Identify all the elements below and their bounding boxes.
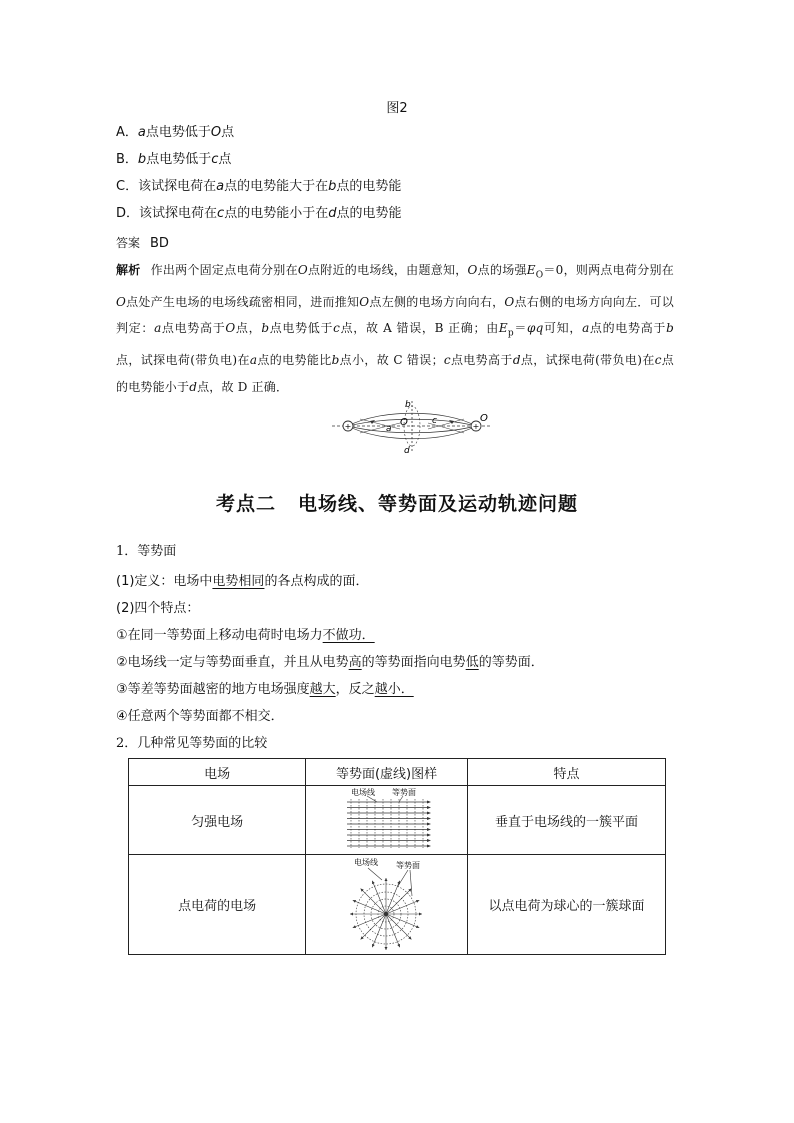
text-run: c [443, 353, 451, 368]
text-run: b [666, 321, 674, 336]
text-run: 点的电势能 [336, 206, 402, 221]
text-run: 点的电势高于 [589, 321, 667, 336]
section-name: 电场线、等势面及运动轨迹问题 [298, 493, 579, 515]
text-run: O [504, 294, 515, 309]
text-run: p [507, 328, 514, 339]
text-run: E [498, 321, 508, 336]
text-run: 点小，故 C 错误； [339, 353, 444, 368]
uniform-field-figure [337, 786, 437, 850]
text-run: 点附近的电场线，由题意知， [307, 263, 468, 277]
text-run: a [216, 179, 225, 194]
text-run: a [154, 321, 162, 336]
text-run: O [297, 263, 308, 277]
text-run: 点的电势能小于在 [224, 206, 329, 221]
text-run: b [331, 353, 340, 368]
figure-caption: 图2 [386, 101, 408, 116]
text-run: 点， [235, 321, 262, 336]
text-run: 点，故 D 正确． [197, 379, 289, 394]
text-run: 点的电势能 [336, 179, 402, 194]
text-run: (2)四个特点： [116, 601, 200, 616]
label-a: a [386, 424, 392, 434]
table-header-feature: 特点 [467, 759, 665, 786]
right-charge-sign: + [472, 422, 480, 431]
figure-label-field-line: 电场线 [353, 857, 378, 867]
left-charge-sign: + [344, 422, 352, 431]
text-run: 该试探电荷在 [138, 179, 217, 194]
text-run: 点 [221, 125, 235, 140]
label-o-right: O [480, 413, 488, 424]
option-b [116, 151, 231, 169]
text-run: 点电势低于 [146, 152, 212, 167]
text-run: 点 [218, 152, 232, 167]
body-line [116, 597, 199, 616]
text-run: O [225, 321, 236, 336]
text-run: φq [527, 321, 544, 336]
text-run: 点处产生电场的电场线疏密相同，进而推知 [126, 294, 360, 309]
text-run: ＝0，则两点电荷分别在 [543, 263, 674, 277]
text-run: c [654, 353, 662, 368]
text-run: c [211, 152, 219, 167]
text-run: ，反之 [335, 682, 375, 697]
text-run: 电势相同 [212, 574, 265, 589]
text-run: 可知， [543, 321, 583, 336]
text-run: 点的电势能小于 [116, 353, 674, 394]
table-header-field: 电场 [129, 759, 306, 786]
text-run: ＝ [513, 321, 528, 336]
table-cell-field: 匀强电场 [129, 786, 306, 855]
option-text [138, 179, 401, 194]
text-run: ④任意两个等势面都不相交． [116, 709, 284, 724]
section-number: 考点二 [215, 493, 276, 515]
table-cell-feature: 垂直于电场线的一簇平面 [467, 786, 665, 855]
table-row [129, 855, 666, 955]
body-line [116, 651, 544, 670]
text-run: a [137, 125, 146, 140]
text-run: 点，试探电荷(带负电)在 [116, 353, 250, 368]
label-c: c [432, 416, 437, 426]
text-run: 点电势低于 [269, 321, 334, 336]
text-run: ②电场线一定与等势面垂直，并且从电势 [116, 655, 349, 670]
text-run: c [333, 321, 341, 336]
body-line [116, 570, 368, 589]
text-run: 1．等势面 [116, 544, 177, 559]
table-header-pattern: 等势面(虚线)图样 [306, 759, 468, 786]
text-run: E [526, 263, 536, 277]
option-text [139, 206, 401, 221]
section-title [0, 489, 794, 516]
option-letter: B． [116, 152, 138, 167]
text-run: O [116, 294, 127, 309]
table-cell-field: 点电荷的电场 [129, 855, 306, 955]
analysis-label: 解析 [116, 263, 141, 277]
figure-label-field-line: 电场线 [350, 788, 375, 797]
option-letter: C． [116, 179, 139, 194]
text-run: 点，试探电荷(带负电)在 [520, 353, 655, 368]
label-b: b [405, 400, 411, 410]
text-run: 的等势面． [478, 655, 544, 670]
text-run: 该试探电荷在 [139, 206, 218, 221]
table-cell-feature: 以点电荷为球心的一簇球面 [467, 855, 665, 955]
text-run: 点左侧的电场方向向右， [369, 294, 505, 309]
text-run: b [137, 152, 147, 167]
text-run: 越大 [309, 682, 336, 697]
text-run: 点电势高于 [450, 353, 513, 368]
text-run: a [582, 321, 590, 336]
text-run: b [328, 179, 337, 194]
comparison-table [128, 758, 666, 955]
text-run: 点的场强 [477, 263, 527, 277]
text-run: d [328, 206, 337, 221]
text-run: 点右侧的电场方向向左．可以判定： [116, 294, 675, 336]
text-run: 的各点构成的面． [264, 574, 369, 589]
body-line [116, 732, 267, 751]
figure-label-equipotential: 等势面 [391, 788, 416, 797]
text-run: 点电势高于 [161, 321, 226, 336]
answer-line [116, 234, 169, 251]
text-run: d [512, 353, 521, 368]
text-run: ③等差等势面越密的地方电场强度 [116, 682, 310, 697]
text-run: O [467, 263, 478, 277]
option-c [116, 178, 401, 196]
table-cell-figure [306, 855, 468, 955]
label-o-center: O [400, 417, 408, 428]
text-run: 不做功． [322, 628, 375, 643]
text-run: O [535, 270, 544, 281]
text-run: c [217, 206, 225, 221]
text-run: 越小． [374, 682, 414, 697]
option-a [116, 124, 234, 142]
text-run: O [210, 125, 222, 140]
table-cell-figure [306, 786, 468, 855]
body-line [116, 678, 414, 697]
table-row [129, 786, 666, 855]
figure-label-equipotential: 等势面 [395, 860, 420, 870]
radial-field [350, 868, 422, 950]
text-run: 点的电势能大于在 [224, 179, 329, 194]
uniform-grid [347, 796, 431, 848]
option-text [138, 152, 231, 167]
text-run: 2．几种常见等势面的比较 [116, 736, 268, 751]
text-run: ①在同一等势面上移动电荷时电场力 [116, 628, 323, 643]
text-run: 点，故 A 错误，B 正确；由 [340, 321, 499, 336]
text-run: 点的电势能比 [257, 353, 332, 368]
text-run: 低 [465, 655, 479, 670]
option-letter: D． [116, 206, 140, 221]
analysis-paragraph [116, 257, 674, 400]
analysis-text [116, 263, 674, 394]
answer-value: BD [150, 236, 169, 251]
answer-label: 答案 [116, 236, 141, 250]
option-text [138, 125, 234, 140]
text-run: a [249, 353, 258, 368]
text-run: d [189, 379, 198, 394]
dipole-field-figure [330, 397, 494, 455]
option-letter: A． [116, 125, 138, 140]
text-run: O [359, 294, 370, 309]
point-charge-figure [332, 856, 442, 950]
text-run: 作出两个固定点电荷分别在 [150, 263, 298, 277]
body-line [116, 705, 284, 724]
text-run: (1)定义：电场中 [116, 574, 213, 589]
text-run: 的等势面指向电势 [361, 655, 466, 670]
body-line [116, 624, 375, 643]
text-run: b [261, 321, 270, 336]
text-run: 点电势低于 [145, 125, 211, 140]
label-d: d [404, 446, 410, 455]
text-run: 高 [348, 655, 362, 670]
body-line [116, 540, 176, 559]
option-d [116, 205, 401, 223]
